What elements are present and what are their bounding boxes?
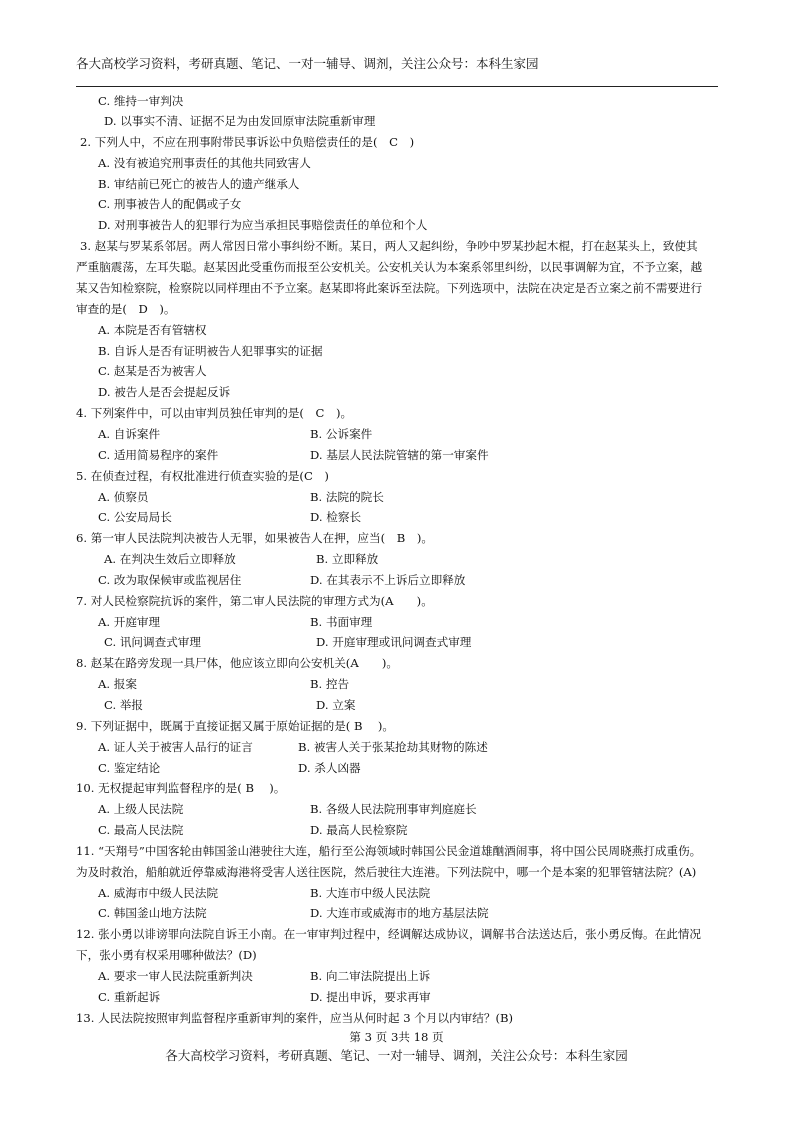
text-line: A. 本院是否有管辖权: [98, 323, 207, 337]
header-divider: [76, 86, 718, 87]
text-line: D. 立案: [316, 698, 356, 712]
text-line: C. 赵某是否为被害人: [98, 364, 207, 378]
text-line: B. 被害人关于张某抢劫其财物的陈述: [298, 740, 488, 754]
text-line: B. 法院的院长: [310, 490, 384, 504]
text-line: D. 杀人凶器: [298, 761, 361, 775]
text-line: B. 大连市中级人民法院: [310, 886, 431, 900]
text-line: D. 开庭审理或讯问调查式审理: [316, 635, 472, 649]
text-line: D. 对刑事被告人的犯罪行为应当承担民事赔偿责任的单位和个人: [98, 218, 428, 232]
text-line: 某又告知检察院，检察院以同样理由不予立案。赵某即将此案诉至法院。下列选项中，法院在决定是否立案之前不需要进行: [76, 281, 703, 295]
text-line: A. 要求一审人民法院重新判决: [98, 969, 253, 983]
text-line: 10. 无权提起审判监督程序的是( B )。: [76, 781, 286, 795]
text-line: 11. “天翔号”中国客轮由韩国釜山港驶往大连，船行至公海领域时韩国公民金道雄酗酒闹事，将中国公民周晓燕打成重伤。: [76, 844, 702, 858]
text-line: B. 审结前已死亡的被告人的遗产继承人: [98, 177, 300, 191]
text-line: 严重脑震荡，左耳失聪。赵某因此受重伤而报至公安机关。公安机关认为本案系邻里纠纷，以民事调解为宜，不予立案，越: [76, 260, 703, 274]
text-line: C. 重新起诉: [98, 990, 161, 1004]
text-line: B. 自诉人是否有证明被告人犯罪事实的证据: [98, 344, 323, 358]
text-line: A. 证人关于被害人品行的证言: [98, 740, 253, 754]
text-line: 8. 赵某在路旁发现一具尸体，他应该立即向公安机关(A )。: [76, 656, 399, 670]
text-line: D. 检察长: [310, 510, 362, 524]
text-line: C. 韩国釜山地方法院: [98, 906, 207, 920]
text-line: 2. 下列人中，不应在刑事附带民事诉讼中负赔偿责任的是( C ): [80, 135, 415, 149]
text-line: 下，张小勇有权采用哪种做法？(D): [76, 948, 257, 962]
text-line: C. 维持一审判决: [98, 94, 184, 108]
text-line: 9. 下列证据中，既属于直接证据又属于原始证据的是( B )。: [76, 719, 394, 733]
text-line: A. 在判决生效后立即释放: [104, 552, 236, 566]
text-line: A. 自诉案件: [98, 427, 161, 441]
text-line: B. 控告: [310, 677, 350, 691]
text-line: A. 威海市中级人民法院: [98, 886, 219, 900]
text-line: C. 刑事被告人的配偶或子女: [98, 197, 242, 211]
text-line: 7. 对人民检察院抗诉的案件，第二审人民法院的审理方式为(A )。: [76, 594, 433, 608]
text-line: 3. 赵某与罗某系邻居。两人常因日常小事纠纷不断。某日，两人又起纠纷，争吵中罗某抄起木棍，打在赵某头上，致使其: [80, 239, 698, 253]
text-line: B. 公诉案件: [310, 427, 373, 441]
text-line: C. 改为取保候审或监视居住: [98, 573, 242, 587]
text-line: B. 各级人民法院刑事审判庭庭长: [310, 802, 477, 816]
text-line: D. 被告人是否会提起反诉: [98, 385, 231, 399]
text-line: C. 举报: [104, 698, 144, 712]
text-line: 4. 下列案件中，可以由审判员独任审判的是( C )。: [76, 406, 353, 420]
text-line: 6. 第一审人民法院判决被告人无罪，如果被告人在押，应当( B )。: [76, 531, 433, 545]
text-line: D. 最高人民检察院: [310, 823, 408, 837]
text-line: C. 讯问调查式审理: [104, 635, 201, 649]
text-line: D. 大连市或威海市的地方基层法院: [310, 906, 489, 920]
text-line: A. 开庭审理: [98, 615, 161, 629]
text-line: 为及时救治，船舶就近停靠威海港将受害人送往医院，然后驶往大连港。下列法院中，哪一个是本案的犯罪管辖法院？(A): [76, 865, 697, 879]
page-footer: 各大高校学习资料，考研真题、笔记、一对一辅导、调剂，关注公众号：本科生家园: [165, 1048, 628, 1063]
text-line: C. 公安局局长: [98, 510, 172, 524]
text-line: D. 在其表示不上诉后立即释放: [310, 573, 466, 587]
page-number: 第 3 页 3共 18 页: [349, 1030, 444, 1044]
text-line: B. 立即释放: [316, 552, 379, 566]
text-line: 5. 在侦查过程，有权批准进行侦查实验的是(C ): [76, 469, 329, 483]
text-line: A. 侦察员: [98, 490, 149, 504]
text-line: A. 没有被追究刑事责任的其他共同致害人: [98, 156, 311, 170]
text-line: 13. 人民法院按照审判监督程序重新审判的案件，应当从何时起 3 个月以内审结？(B): [76, 1011, 514, 1025]
text-line: B. 书面审理: [310, 615, 373, 629]
text-line: D. 基层人民法院管辖的第一审案件: [310, 448, 489, 462]
text-line: C. 最高人民法院: [98, 823, 184, 837]
text-line: D. 提出申诉，要求再审: [310, 990, 431, 1004]
text-line: D. 以事实不清、证据不足为由发回原审法院重新审理: [104, 114, 376, 128]
text-line: C. 适用简易程序的案件: [98, 448, 219, 462]
page-header: 各大高校学习资料，考研真题、笔记、一对一辅导、调剂，关注公众号：本科生家园: [76, 56, 539, 71]
text-line: C. 鉴定结论: [98, 761, 161, 775]
text-line: B. 向二审法院提出上诉: [310, 969, 431, 983]
text-line: 12. 张小勇以诽谤罪向法院自诉王小南。在一审审判过程中，经调解达成协议，调解书合法送达后，张小勇反悔。在此情况: [76, 927, 702, 941]
text-line: 审查的是( D )。: [76, 302, 176, 316]
text-line: A. 上级人民法院: [98, 802, 184, 816]
text-line: A. 报案: [98, 677, 137, 691]
